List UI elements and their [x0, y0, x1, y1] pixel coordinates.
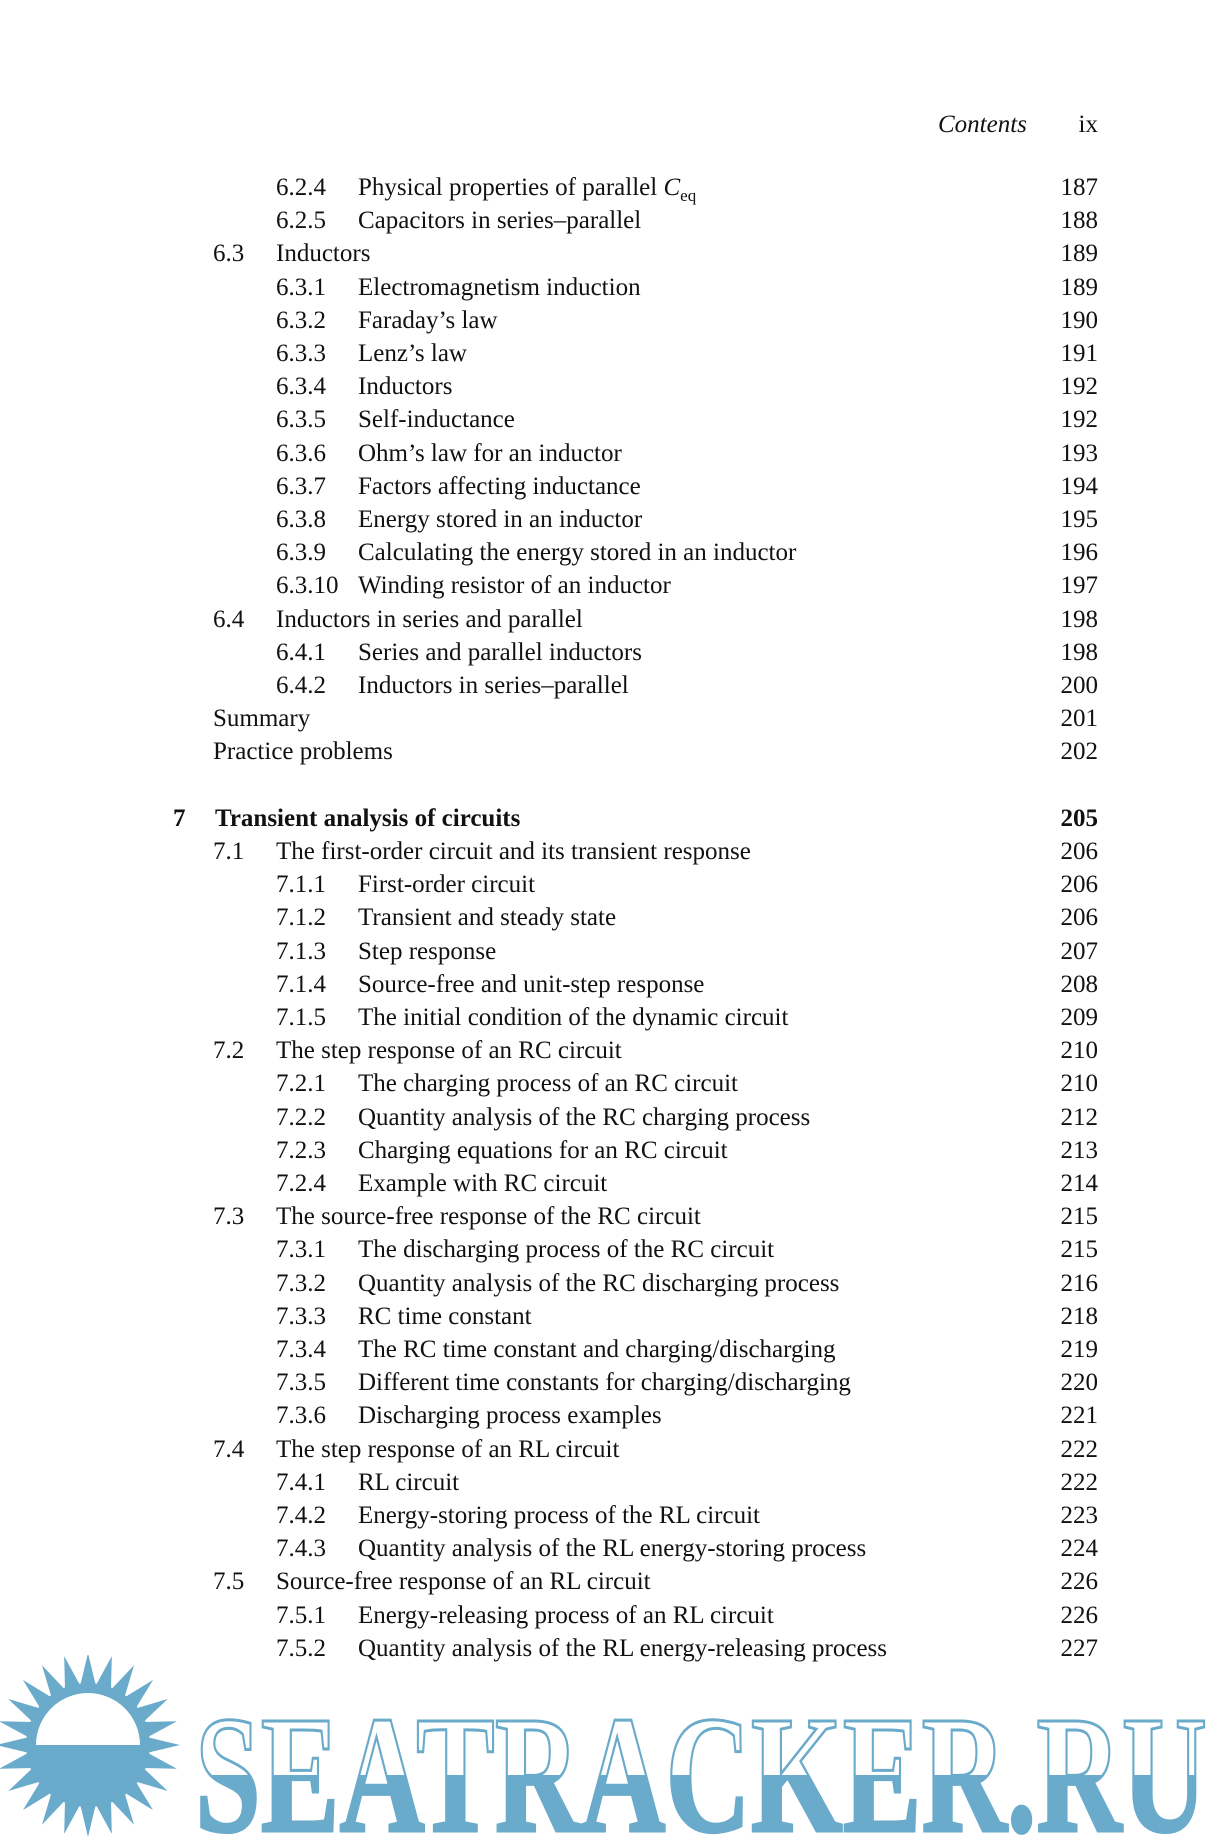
toc-section[interactable]	[0, 835, 1229, 868]
entry-title-text: Summary	[213, 705, 311, 733]
entry-title-text: Step response	[358, 937, 497, 965]
entry-number: 7.4.1	[276, 1468, 326, 1496]
entry-title	[358, 1366, 851, 1399]
entry-number: 7.4.3	[276, 1535, 326, 1563]
page-number: ix	[1078, 111, 1098, 138]
entry-number: 7.1.5	[276, 1004, 326, 1031]
entry-title-text: Electromagnetism induction	[358, 273, 641, 301]
entry-title-text: Practice problems	[213, 738, 393, 766]
entry-number: 6.3.2	[276, 306, 326, 334]
entry-page: 219	[1060, 1336, 1098, 1363]
toc-subsection[interactable]	[0, 1267, 1229, 1300]
toc-subsection[interactable]	[0, 1532, 1229, 1565]
entry-title-text: Example with RC circuit	[358, 1170, 608, 1197]
entry-title-text: Capacitors in series–parallel	[358, 207, 642, 235]
entry-page: 193	[1060, 439, 1098, 467]
toc-subsection[interactable]	[0, 171, 1229, 204]
entry-title	[358, 1233, 774, 1266]
entry-title	[276, 1034, 622, 1067]
entry-number: 7.3.6	[276, 1402, 326, 1430]
entry-title	[358, 569, 671, 602]
entry-title	[358, 503, 642, 536]
entry-number: 6.2.5	[276, 207, 326, 235]
toc-subsection[interactable]	[0, 370, 1229, 403]
toc-subsection[interactable]	[0, 437, 1229, 470]
entry-title	[358, 1134, 728, 1167]
entry-number: 7.2.4	[276, 1170, 326, 1197]
entry-page: 201	[1060, 705, 1098, 733]
entry-title-text: RC time constant	[358, 1302, 532, 1330]
entry-title	[358, 437, 622, 470]
entry-title-text: The charging process of an RC circuit	[358, 1070, 738, 1098]
entry-number: 6.4	[213, 605, 245, 633]
toc-subsection[interactable]	[0, 403, 1229, 436]
entry-number: 7.1.3	[276, 937, 326, 965]
entry-title	[276, 835, 751, 868]
entry-number: 7.5	[213, 1568, 245, 1596]
entry-title	[358, 204, 641, 237]
entry-title	[358, 868, 535, 901]
entry-page: 224	[1060, 1535, 1098, 1563]
toc-subsection[interactable]	[0, 1001, 1229, 1034]
toc-subsection[interactable]	[0, 1067, 1229, 1100]
entry-title-text: The step response of an RC circuit	[276, 1037, 622, 1065]
entry-title-text: Different time constants for charging/discharging	[358, 1369, 851, 1397]
entry-number: 7	[173, 804, 186, 832]
entry-title	[358, 1599, 774, 1632]
entry-title-text: First-order circuit	[358, 871, 536, 899]
entry-title-text: The RC time constant and charging/discharging	[358, 1336, 836, 1363]
entry-title-text: RL circuit	[358, 1468, 460, 1496]
toc-subsection[interactable]	[0, 636, 1229, 669]
entry-number: 6.2.4	[276, 174, 326, 201]
entry-title-text: The first-order circuit and its transient response	[276, 838, 751, 865]
toc-subsection[interactable]	[0, 1499, 1229, 1532]
entry-page: 206	[1060, 904, 1098, 932]
entry-title	[358, 1300, 532, 1333]
entry-title	[358, 1001, 788, 1034]
entry-title	[358, 636, 642, 669]
toc-subsection[interactable]	[0, 1167, 1229, 1200]
entry-number: 7.3.1	[276, 1236, 326, 1264]
toc-chapter[interactable]	[0, 802, 1229, 835]
entry-title	[358, 1067, 738, 1100]
toc-subsection[interactable]	[0, 304, 1229, 337]
entry-number: 7.4.2	[276, 1502, 326, 1529]
entry-page: 189	[1060, 273, 1098, 301]
entry-page: 192	[1060, 406, 1098, 434]
entry-title-text: Physical properties of parallel	[358, 174, 664, 201]
entry-page: 205	[1060, 804, 1098, 832]
entry-page: 218	[1060, 1302, 1098, 1330]
toc-section[interactable]	[0, 1034, 1229, 1067]
entry-title-text: Inductors in series–parallel	[358, 672, 629, 699]
toc-subsection[interactable]	[0, 271, 1229, 304]
entry-title-text: Ohm’s law for an inductor	[358, 439, 622, 467]
entry-number: 7.5.1	[276, 1601, 326, 1629]
entry-page: 190	[1060, 306, 1098, 334]
entry-number: 7.2.3	[276, 1136, 326, 1164]
entry-page: 220	[1060, 1369, 1098, 1397]
toc-subsection[interactable]	[0, 868, 1229, 901]
entry-number: 6.3.4	[276, 373, 326, 401]
toc-subsection[interactable]	[0, 1101, 1229, 1134]
entry-page: 222	[1060, 1435, 1098, 1463]
toc-subsection[interactable]	[0, 935, 1229, 968]
entry-page: 198	[1060, 638, 1098, 666]
entry-title	[276, 237, 370, 270]
entry-title-text: The initial condition of the dynamic circuit	[358, 1004, 789, 1031]
toc-subsection[interactable]	[0, 1399, 1229, 1432]
running-header-title: Contents	[938, 111, 1027, 138]
entry-number: 6.3.9	[276, 539, 326, 567]
entry-number: 6.4.2	[276, 672, 326, 699]
entry-title	[358, 304, 498, 337]
watermark-text: SEATRACKER.RU	[195, 1682, 1207, 1843]
entry-title-text: The step response of an RL circuit	[276, 1435, 620, 1463]
entry-page: 195	[1060, 506, 1098, 533]
entry-page: 196	[1060, 539, 1098, 567]
entry-number: 6.3.1	[276, 273, 326, 301]
entry-title-text: Quantity analysis of the RL energy-storing process	[358, 1535, 867, 1563]
entry-page: 214	[1060, 1170, 1098, 1197]
entry-page: 206	[1060, 871, 1098, 899]
entry-number: 7.1.1	[276, 871, 326, 899]
entry-title-text: The discharging process of the RC circuit	[358, 1236, 775, 1264]
entry-title-text: Charging equations for an RC circuit	[358, 1136, 728, 1164]
entry-title	[358, 1499, 760, 1532]
toc-subsection[interactable]	[0, 503, 1229, 536]
math-symbol: C	[663, 174, 681, 201]
entry-page: 222	[1060, 1468, 1098, 1496]
entry-title	[276, 603, 583, 636]
entry-number: 7.4	[213, 1435, 245, 1463]
toc-subsection[interactable]	[0, 337, 1229, 370]
entry-page: 197	[1060, 572, 1098, 600]
toc-section[interactable]	[0, 1565, 1229, 1598]
entry-page: 191	[1060, 340, 1098, 367]
entry-number: 6.3.7	[276, 472, 326, 500]
entry-number: 7.1	[213, 838, 245, 865]
entry-page: 210	[1060, 1070, 1098, 1098]
entry-title	[358, 470, 641, 503]
toc-section[interactable]	[0, 702, 1229, 735]
entry-title-text: Source-free response of an RL circuit	[276, 1568, 651, 1596]
toc-section[interactable]	[0, 603, 1229, 636]
entry-title-text: Energy-storing process of the RL circuit	[358, 1502, 760, 1529]
entry-title	[276, 1200, 701, 1233]
entry-title-text: Energy-releasing process of an RL circuit	[358, 1601, 774, 1629]
entry-page: 213	[1060, 1136, 1098, 1164]
entry-page: 226	[1060, 1601, 1098, 1629]
entry-number: 7.3.4	[276, 1336, 326, 1363]
entry-title	[358, 403, 515, 436]
entry-page: 216	[1060, 1269, 1098, 1297]
entry-title-text: The source-free response of the RC circuit	[276, 1203, 701, 1231]
entry-title-text: Transient and steady state	[358, 904, 617, 932]
entry-number: 6.3	[213, 240, 245, 268]
entry-page: 202	[1060, 738, 1098, 766]
entry-number: 7.2	[213, 1037, 245, 1065]
entry-title-text: Lenz’s law	[358, 340, 467, 367]
toc-section[interactable]	[0, 237, 1229, 270]
entry-page: 210	[1060, 1037, 1098, 1065]
toc-subsection[interactable]	[0, 1599, 1229, 1632]
entry-title	[213, 735, 393, 768]
entry-number: 7.5.2	[276, 1634, 326, 1662]
entry-number: 6.3.6	[276, 439, 326, 467]
entry-page: 215	[1060, 1203, 1098, 1231]
entry-page: 209	[1060, 1004, 1098, 1031]
toc-subsection[interactable]	[0, 470, 1229, 503]
toc-subsection[interactable]	[0, 968, 1229, 1001]
entry-title	[215, 802, 520, 835]
entry-title	[358, 935, 496, 968]
entry-page: 188	[1060, 207, 1098, 235]
entry-title-text: Factors affecting inductance	[358, 472, 641, 500]
entry-title-text: Winding resistor of an inductor	[358, 572, 671, 600]
entry-number: 7.3	[213, 1203, 245, 1231]
entry-title-text: Quantity analysis of the RL energy-releasing process	[358, 1634, 888, 1662]
entry-title	[358, 1466, 459, 1499]
toc-subsection[interactable]	[0, 1134, 1229, 1167]
toc-subsection[interactable]	[0, 536, 1229, 569]
entry-title-text: Inductors	[276, 240, 371, 268]
entry-title	[358, 1101, 810, 1134]
entry-title	[276, 1433, 619, 1466]
entry-page: 192	[1060, 373, 1098, 401]
toc-subsection[interactable]	[0, 1366, 1229, 1399]
entry-title	[358, 1532, 866, 1565]
entry-page: 194	[1060, 472, 1098, 500]
entry-title	[358, 271, 641, 304]
entry-page: 226	[1060, 1568, 1098, 1596]
entry-title-text: Energy stored in an inductor	[358, 506, 643, 533]
toc-subsection[interactable]	[0, 669, 1229, 702]
entry-number: 6.3.10	[276, 572, 339, 600]
entry-title	[358, 1267, 839, 1300]
entry-page: 200	[1060, 672, 1098, 699]
watermark-logo	[0, 1655, 1229, 1843]
entry-title-text: Calculating the energy stored in an inductor	[358, 539, 797, 567]
entry-page: 221	[1060, 1402, 1098, 1430]
entry-title-text: Inductors in series and parallel	[276, 605, 583, 633]
entry-number: 7.3.2	[276, 1269, 326, 1297]
entry-title	[276, 1565, 651, 1598]
entry-title-text: Series and parallel inductors	[358, 638, 642, 666]
toc-section[interactable]	[0, 1200, 1229, 1233]
entry-page: 187	[1060, 174, 1098, 201]
toc-subsection[interactable]	[0, 569, 1229, 602]
entry-title-text: Source-free and unit-step response	[358, 970, 705, 998]
toc-subsection[interactable]	[0, 1466, 1229, 1499]
entry-page: 207	[1060, 937, 1098, 965]
entry-number: 6.3.3	[276, 340, 326, 367]
entry-page: 223	[1060, 1502, 1098, 1529]
toc-subsection[interactable]	[0, 1300, 1229, 1333]
sun-icon	[0, 1655, 180, 1837]
toc-section[interactable]	[0, 735, 1229, 768]
entry-title	[358, 1333, 835, 1366]
entry-page: 212	[1060, 1103, 1098, 1131]
entry-title	[213, 702, 310, 735]
entry-page: 208	[1060, 970, 1098, 998]
entry-title	[358, 536, 796, 569]
entry-number: 6.3.8	[276, 506, 326, 533]
entry-title	[358, 1167, 607, 1200]
entry-title-text: Discharging process examples	[358, 1402, 662, 1430]
entry-number: 7.2.1	[276, 1070, 326, 1098]
entry-page: 198	[1060, 605, 1098, 633]
entry-title-text: Quantity analysis of the RC charging process	[358, 1103, 811, 1131]
entry-title	[358, 1399, 662, 1432]
entry-title	[358, 968, 704, 1001]
entry-page: 227	[1060, 1634, 1098, 1662]
math-subscript: eq	[680, 186, 697, 205]
toc-subsection[interactable]	[0, 204, 1229, 237]
entry-title	[358, 370, 452, 403]
entry-title-text: Transient analysis of circuits	[215, 804, 521, 832]
entry-number: 7.3.5	[276, 1369, 326, 1397]
toc-subsection[interactable]	[0, 901, 1229, 934]
entry-title	[358, 901, 616, 934]
entry-number: 6.3.5	[276, 406, 326, 434]
entry-number: 7.2.2	[276, 1103, 326, 1131]
entry-title	[358, 669, 629, 702]
entry-title-text: Self-inductance	[358, 406, 515, 434]
entry-title-text: Inductors	[358, 373, 453, 401]
entry-page: 206	[1060, 838, 1098, 865]
toc-section[interactable]	[0, 1433, 1229, 1466]
entry-title-text: Quantity analysis of the RC discharging process	[358, 1269, 840, 1297]
entry-number: 7.1.4	[276, 970, 326, 998]
entry-number: 7.3.3	[276, 1302, 326, 1330]
toc-subsection[interactable]	[0, 1333, 1229, 1366]
entry-number: 6.4.1	[276, 638, 326, 666]
entry-title-text: Faraday’s law	[358, 306, 498, 334]
entry-page: 215	[1060, 1236, 1098, 1264]
toc-subsection[interactable]	[0, 1233, 1229, 1266]
entry-page: 189	[1060, 240, 1098, 268]
entry-title	[358, 337, 467, 370]
entry-number: 7.1.2	[276, 904, 326, 932]
